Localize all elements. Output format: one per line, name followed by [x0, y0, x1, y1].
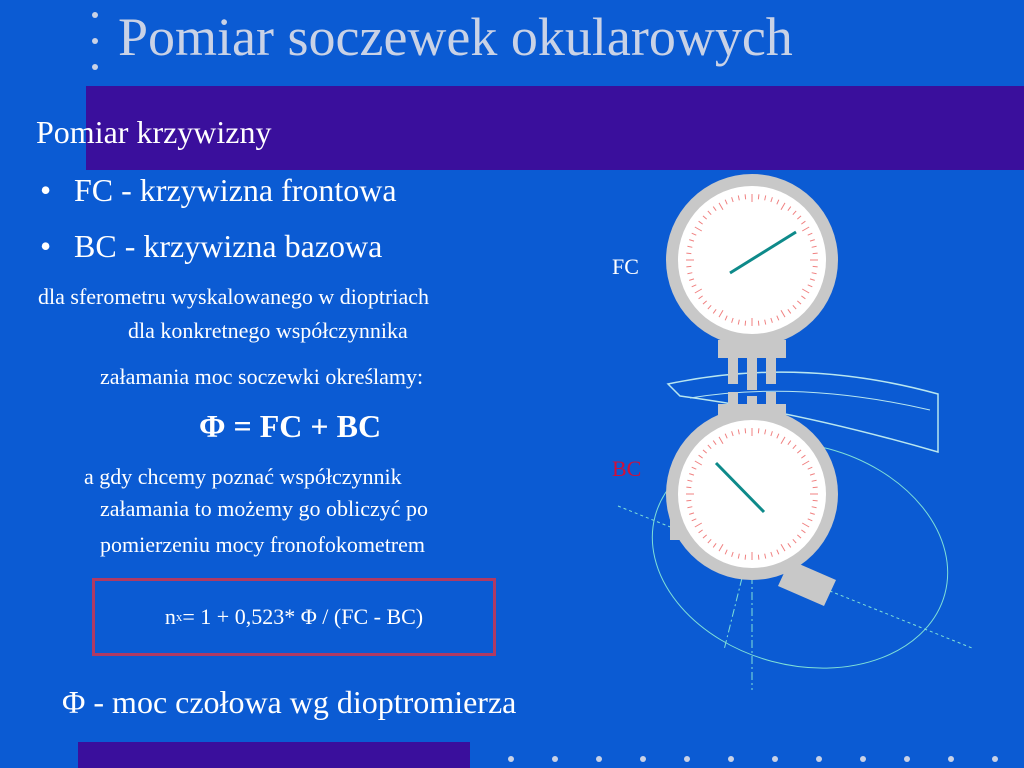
gauge-tick [745, 555, 746, 560]
bullet-marker: • [40, 228, 52, 264]
bullet-text: BC - krzywizna bazowa [74, 228, 383, 264]
bullet-item [40, 228, 382, 265]
gauge-tick [758, 428, 759, 433]
gauge-tick [813, 500, 818, 501]
paragraph-line: dla sferometru wyskalowanego w dioptriach [38, 284, 429, 309]
gauge-tick [686, 487, 691, 488]
gauge-tick [758, 555, 759, 560]
subheading: Pomiar krzywizny [36, 114, 272, 150]
probe-pin [766, 356, 776, 384]
bullet-marker: • [40, 172, 52, 208]
refractive-index-formula-box [92, 578, 496, 656]
fc-label: FC [612, 254, 639, 279]
page-title: Pomiar soczewek okularowych [118, 7, 793, 67]
gauge-tick [758, 194, 759, 199]
gauge-tick [745, 321, 746, 326]
paragraph-line: pomierzeniu mocy fronofokometrem [100, 532, 426, 557]
gauge-tick [686, 253, 691, 254]
formula-prefix: n [164, 604, 176, 629]
gauge-tick [813, 487, 818, 488]
formula-body: = 1 + 0,523* Φ / (FC - BC) [182, 604, 424, 629]
bc-gauge-face [678, 420, 826, 568]
gauge-tick [813, 266, 818, 267]
bc-label: BC [612, 456, 642, 481]
paragraph-line: dla konkretnego współczynnika [128, 318, 408, 343]
gauge-tick [686, 500, 691, 501]
paragraph-line: załamania moc soczewki określamy: [100, 364, 424, 389]
main-formula: Φ = FC + BC [198, 408, 382, 444]
paragraph-line: a gdy chcemy poznać współczynnik [84, 464, 402, 489]
footnote: Φ - moc czołowa wg dioptromierza [62, 684, 517, 720]
axis-line [724, 578, 742, 650]
probe-pin [747, 356, 757, 390]
gauge-tick [686, 266, 691, 267]
paragraph-line: załamania to możemy go obliczyć po [100, 496, 429, 521]
gauge-tick [745, 194, 746, 199]
gauge-tick [758, 321, 759, 326]
bullet-text: FC - krzywizna frontowa [74, 172, 397, 208]
gauge-tick [745, 428, 746, 433]
gauge-tick [813, 253, 818, 254]
formula-subscript: x [175, 609, 183, 624]
bullet-item [40, 172, 397, 209]
probe-pin [728, 356, 738, 384]
